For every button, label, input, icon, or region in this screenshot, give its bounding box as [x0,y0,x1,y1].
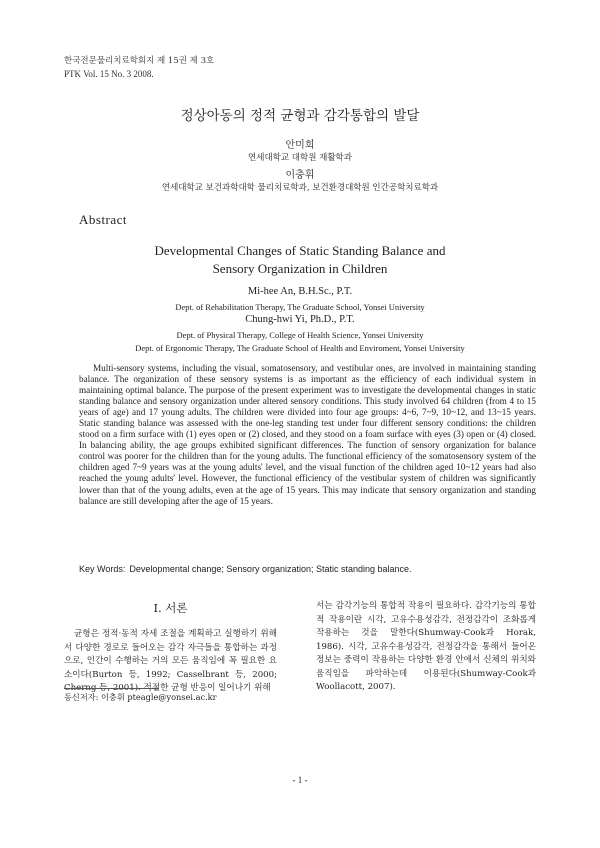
english-author-1: Mi-hee An, B.H.Sc., P.T. [247,286,353,297]
section-heading-introduction: Ⅰ. 서론 [153,601,188,615]
english-title-line-1: Developmental Changes of Static Standing Balance and [154,243,446,258]
english-title-line-2: Sensory Organization in Children [212,261,388,276]
english-affiliation-2b: Dept. of Ergonomic Therapy, The Graduate School of Health and Enviroment, Yonsei University [135,343,465,353]
journal-header-english: PTK Vol. 15 No. 3 2008. [64,69,154,79]
keywords-label: Key Words: [79,564,126,574]
page-number: - 1 - [292,775,308,785]
korean-title: 정상아동의 정적 균형과 감각통합의 발달 [180,108,420,124]
korean-author-2: 이충휘 [285,170,315,181]
korean-affiliation-1: 연세대학교 대학원 재활학과 [248,153,352,163]
abstract-body: Multi-sensory systems, including the visual, somatosensory, and vestibular ones, are involved in maintaining standing balance. The organization of these sensory systems is as important as the efficiency of each individual system in maintaining optimal balance. The purpose of the present experiment was to investigate the developmental changes in static standing balance and sensory organization under altered sensory conditions. This study involved 64 children (from 4 to 15 years of age) and 17 young adults. The children were divided into four age groups: 4~6, 7~9, 10~12, and 13~15 years. Static standing balance was assessed with the one-leg standing test under four different sensory conditions: the children stood on a firm surface with (1) eyes open or (2) closed, and they stood on a foam surface with eyes (3) open or (4) closed. In balancing ability, the age groups exhibited significant differences. The function of sensory organization for balance control was poorer for the children than for the young adults. The functional efficiency of the somatosensory system of the children aged 7~9 years was at the young adults' level, and the visual function of the children aged 10~12 years had also reached the young adults' level. However, the functional efficiency of the vestibular system of children was significantly lower than that of the young adults, even at the age of 15 years. This may indicate that sensory organization and standing balance are still developing after the age of 15 years. [79,363,536,506]
corresponding-author-footnote: 동신저자: 이충휘 pteagle@yonsei.ac.kr [64,692,217,702]
keywords [79,564,539,574]
abstract-heading: Abstract [79,212,128,227]
english-affiliation-1: Dept. of Rehabilitation Therapy, The Graduate School, Yonsei University [175,302,425,312]
intro-left-column: 균형은 정적·동적 자세 조절을 계획하고 실행하기 위해서 다양한 경로로 들어오는 감각 자극들을 통합하는 과정으로, 인간이 수행하는 거의 모든 움직임에 꼭 필요한 요소이다(Burton 등, 1992; Casselbrant 등, 2000; Cherng 등, 2001). 적절한 균형 반응이 일어나기 위해 [64,629,277,693]
intro-right-column: 서는 감각기능의 통합적 작용이 필요하다. 감각기능의 통합적 작용이란 시각, 고유수용성감각, 전정감각이 조화롭게 작용하는 것을 말한다(Shumway-Cook과 Horak, 1986). 시각, 고유수용성감각, 전정감각을 통해서 들어온 정보는 중력이 작용하는 다양한 환경 안에서 신체의 위치와 움직임을 파악하는데 이용된다(Shumway-Cook과 Woollacott, 2007). [316,601,536,692]
korean-affiliation-2: 연세대학교 보건과학대학 물리치료학과, 보건환경대학원 인간공학치료학과 [161,183,439,193]
keywords-text: Developmental change; Sensory organization; Static standing balance. [129,564,412,574]
english-affiliation-2a: Dept. of Physical Therapy, College of Health Science, Yonsei University [176,330,424,340]
english-author-2: Chung-hwi Yi, Ph.D., P.T. [245,314,355,325]
korean-author-1: 안미희 [285,140,315,151]
journal-header-korean: 한국전문물리치료학회지 제 15권 제 3호 [64,56,215,66]
footnote-divider [64,688,159,689]
